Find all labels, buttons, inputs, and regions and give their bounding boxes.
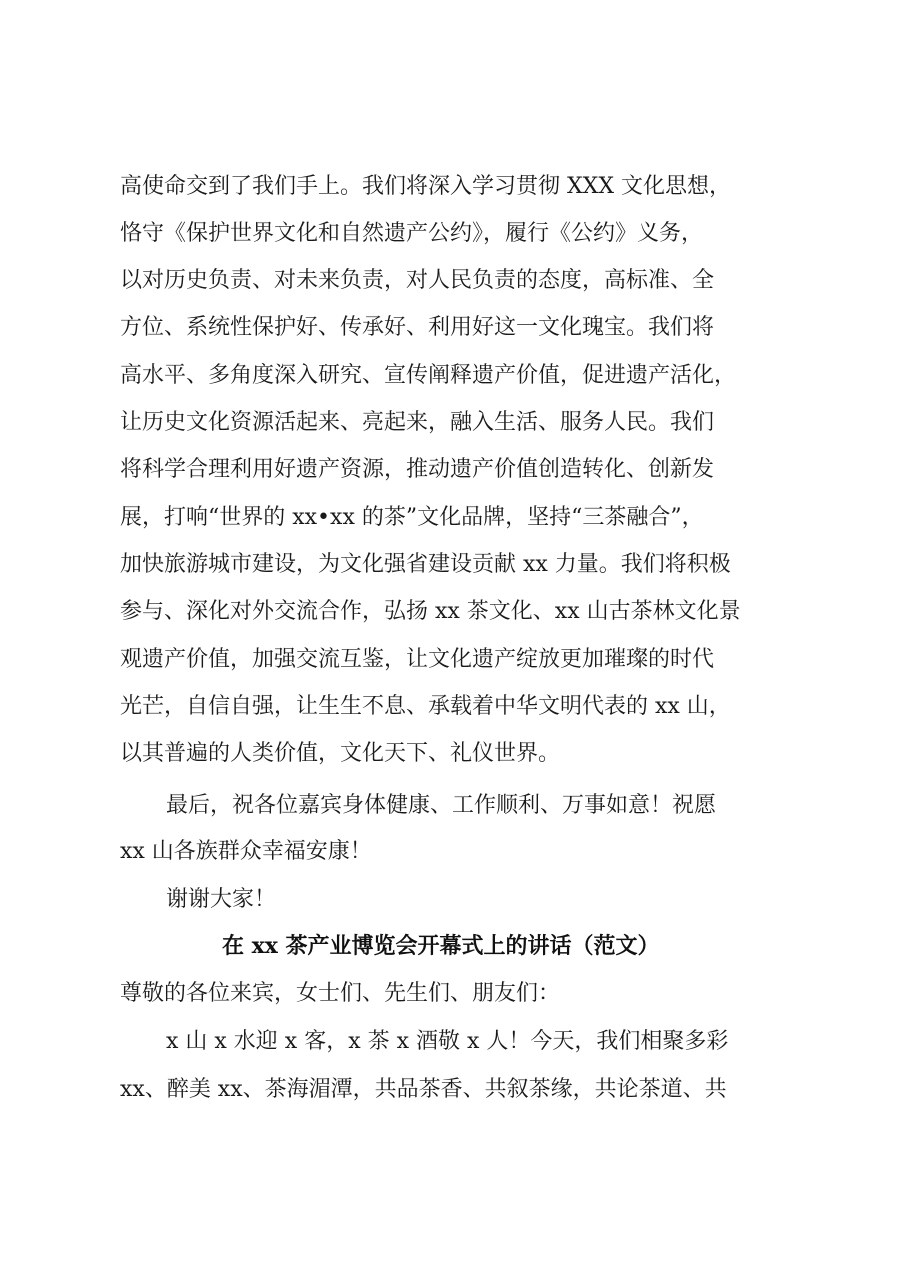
paragraph-1-line-3: 以对历史负责、对未来负责，对人民负责的态度，高标准、全 [120, 268, 715, 293]
salutation: 尊敬的各位来宾，女士们、先生们、朋友们： [120, 981, 561, 1006]
paragraph-1-line-9: 加快旅游城市建设，为文化强省建设贡献 xx 力量。我们将积极 [120, 552, 731, 577]
paragraph-1-line-4: 方位、系统性保护好、传承好、利用好这一文化瑰宝。我们将 [120, 315, 715, 340]
paragraph-3-line-1: x 山 x 水迎 x 客，x 茶 x 酒敬 x 人！今天，我们相聚多彩 [166, 1029, 729, 1054]
paragraph-1-line-7: 将科学合理利用好遗产资源，推动遗产价值创造转化、创新发 [120, 457, 715, 482]
paragraph-3-line-2: xx、醉美 xx、茶海湄潭，共品茶香、共叙茶缘，共论茶道、共 [120, 1077, 727, 1102]
section-title: 在 xx 茶产业博览会开幕式上的讲话（范文） [222, 933, 660, 959]
paragraph-1-line-5: 高水平、多角度深入研究、宣传阐释遗产价值，促进遗产活化， [120, 363, 737, 388]
paragraph-1-line-6: 让历史文化资源活起来、亮起来，融入生活、服务人民。我们 [120, 410, 715, 435]
paragraph-1-line-12: 光芒，自信自强，让生生不息、承载着中华文明代表的 xx 山， [120, 694, 731, 719]
paragraph-1-line-13: 以其普遍的人类价值，文化天下、礼仪世界。 [120, 741, 561, 766]
closing-remark: 谢谢大家！ [166, 887, 277, 912]
paragraph-1-line-10: 参与、深化对外交流合作，弘扬 xx 茶文化、xx 山古茶林文化景 [120, 599, 741, 624]
paragraph-2-line-2: xx 山各族群众幸福安康！ [120, 839, 372, 864]
paragraph-1-line-11: 观遗产价值，加强交流互鉴，让文化遗产绽放更加璀璨的时代 [120, 647, 715, 672]
paragraph-1-line-2: 恪守《保护世界文化和自然遗产公约》，履行《公约》义务， [120, 221, 704, 246]
paragraph-1-line-1: 高使命交到了我们手上。我们将深入学习贯彻 XXX 文化思想， [120, 174, 731, 199]
paragraph-2-line-1: 最后，祝各位嘉宾身体健康、工作顺利、万事如意！祝愿 [166, 793, 717, 818]
paragraph-1-line-8: 展，打响“世界的 xx•xx 的茶”文化品牌，坚持“三茶融合”， [120, 505, 704, 530]
